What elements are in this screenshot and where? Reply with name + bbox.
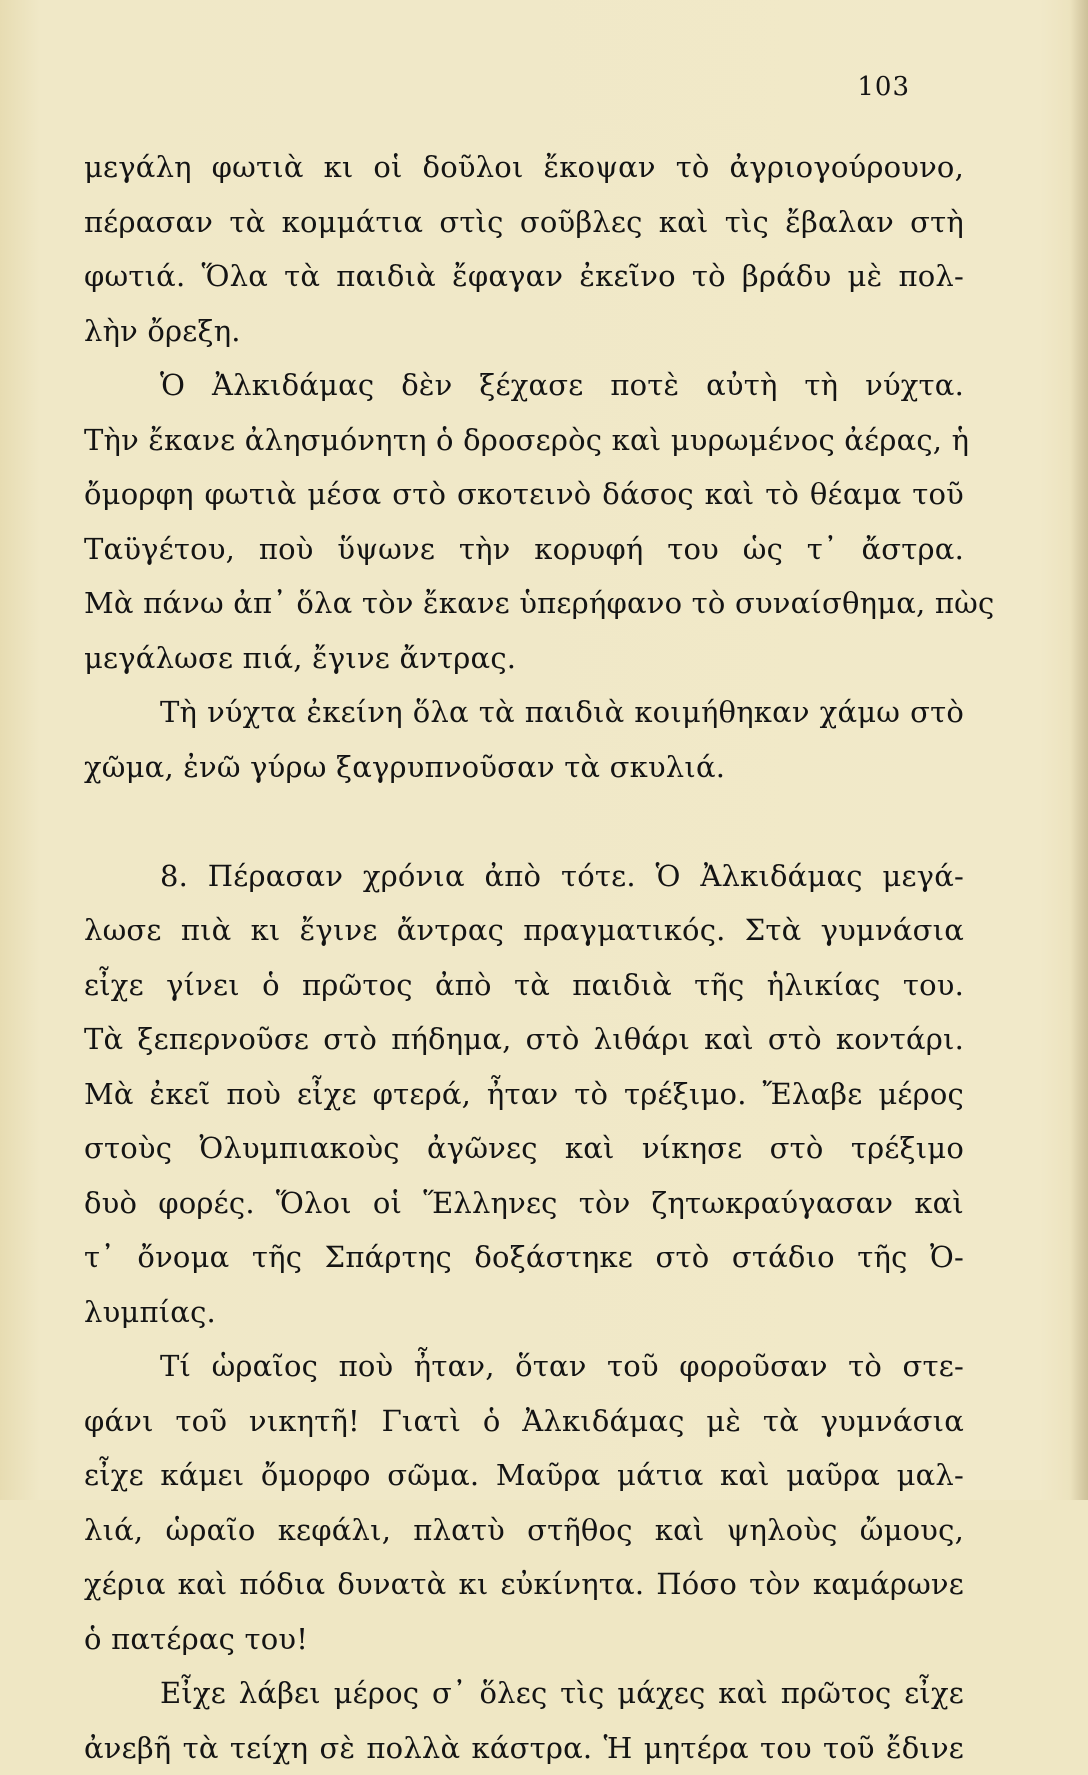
text-line: ἀνεβῆ τὰ τείχη σὲ πολλὰ κάστρα. Ἡ μητέρα του τοῦ ἔδινε [84,1721,964,1775]
text-line: Μὰ πάνω ἀπ᾽ ὅλα τὸν ἔκανε ὑπερήφανο τὸ συναίσθημα, πὼς [84,576,964,631]
text-line: λυμπίας. [84,1285,964,1340]
text-line: Τὰ ξεπερνοῦσε στὸ πήδημα, στὸ λιθάρι καὶ στὸ κοντάρι. [84,1012,964,1067]
text-line: εἶχε γίνει ὁ πρῶτος ἀπὸ τὰ παιδιὰ τῆς ἡλικίας του. [84,958,964,1013]
text-line: δυὸ φορές. Ὅλοι οἱ Ἕλληνες τὸν ζητωκραύγασαν καὶ [84,1176,964,1231]
text-line: Ταϋγέτου, ποὺ ὕψωνε τὴν κορυφή του ὡς τ᾽ ἄστρα. [84,522,964,577]
text-line: Ὁ Ἀλκιδάμας δὲν ξέχασε ποτὲ αὐτὴ τὴ νύχτα. [84,358,964,413]
text-line: λιά, ὡραῖο κεφάλι, πλατὺ στῆθος καὶ ψηλοὺς ὤμους, [84,1503,964,1558]
text-line: ὄμορφη φωτιὰ μέσα στὸ σκοτεινὸ δάσος καὶ τὸ θέαμα τοῦ [84,467,964,522]
body-text [84,140,964,1775]
text-line: φωτιά. Ὅλα τὰ παιδιὰ ἔφαγαν ἐκεῖνο τὸ βράδυ μὲ πολ- [84,249,964,304]
text-line: χέρια καὶ πόδια δυνατὰ κι εὐκίνητα. Πόσο τὸν καμάρωνε [84,1557,964,1612]
text-line: χῶμα, ἐνῶ γύρω ξαγρυπνοῦσαν τὰ σκυλιά. [84,740,964,795]
page-number: 103 [840,72,910,102]
text-line: Τί ὡραῖος ποὺ ἦταν, ὅταν τοῦ φοροῦσαν τὸ στε- [84,1339,964,1394]
text-line: λωσε πιὰ κι ἔγινε ἄντρας πραγματικός. Στὰ γυμνάσια [84,903,964,958]
text-line: εἶχε κάμει ὄμορφο σῶμα. Μαῦρα μάτια καὶ μαῦρα μαλ- [84,1448,964,1503]
text-line: Τὴν ἔκανε ἀλησμόνητη ὁ δροσερὸς καὶ μυρωμένος ἀέρας, ἡ [84,413,964,468]
text-line: φάνι τοῦ νικητῆ! Γιατὶ ὁ Ἀλκιδάμας μὲ τὰ γυμνάσια [84,1394,964,1449]
text-line: μεγάλη φωτιὰ κι οἱ δοῦλοι ἔκοψαν τὸ ἀγριογούρουνο, [84,140,964,195]
text-line: ὁ πατέρας του! [84,1612,964,1667]
text-line: πέρασαν τὰ κομμάτια στὶς σοῦβλες καὶ τὶς ἔβαλαν στὴ [84,195,964,250]
section-gap [84,794,964,849]
text-line: λὴν ὄρεξη. [84,304,964,359]
text-line: τ᾽ ὄνομα τῆς Σπάρτης δοξάστηκε στὸ στάδιο τῆς Ὀ- [84,1230,964,1285]
section-heading-line: 8. Πέρασαν χρόνια ἀπὸ τότε. Ὁ Ἀλκιδάμας μεγά- [84,849,964,904]
page-edge-shadow [1070,0,1088,1500]
text-line: Μὰ ἐκεῖ ποὺ εἶχε φτερά, ἦταν τὸ τρέξιμο. Ἔλαβε μέρος [84,1067,964,1122]
text-line: στοὺς Ὀλυμπιακοὺς ἀγῶνες καὶ νίκησε στὸ τρέξιμο [84,1121,964,1176]
text-line: Τὴ νύχτα ἐκείνη ὅλα τὰ παιδιὰ κοιμήθηκαν χάμω στὸ [84,685,964,740]
text-line: Εἶχε λάβει μέρος σ᾽ ὅλες τὶς μάχες καὶ πρῶτος εἶχε [84,1666,964,1721]
text-line: μεγάλωσε πιά, ἔγινε ἄντρας. [84,631,964,686]
